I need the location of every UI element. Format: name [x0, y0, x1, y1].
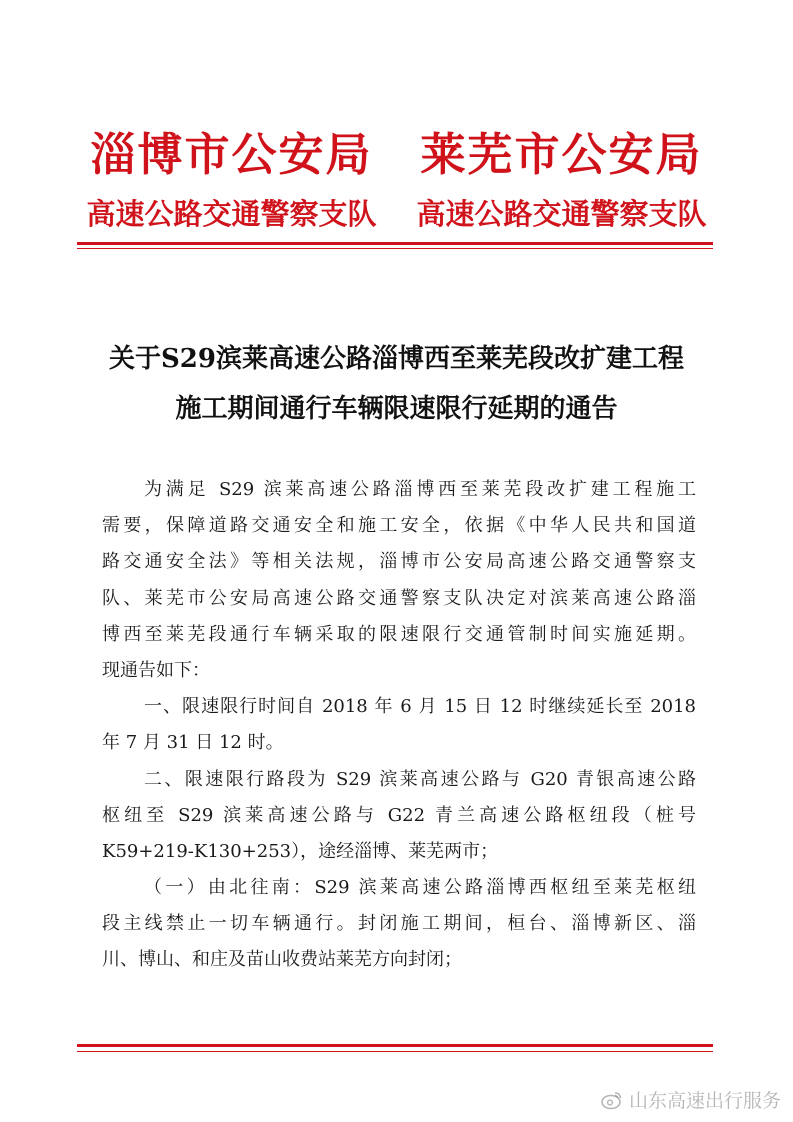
notice-title-line-2: 施工期间通行车辆限速限行延期的通告 — [175, 394, 618, 424]
header-main-row — [0, 118, 793, 183]
header-divider-thin — [77, 248, 713, 249]
weibo-icon — [601, 1090, 623, 1110]
body-line: K59+219-K130+253），途经淄博、莱芜两市； — [102, 840, 499, 862]
body-line: 博西至莱芜段通行车辆采取的限速限行交通管制时间实施延期。 — [102, 623, 696, 645]
body-line: 需要，保障道路交通安全和施工安全，依据《中华人民共和国道 — [102, 515, 696, 537]
header-right-sub: 高速公路交通警察支队 — [416, 197, 707, 231]
body-line: 为满足 S29 滨莱高速公路淄博西至莱芜段改扩建工程施工 — [144, 479, 696, 500]
header-left-main: 淄博市公安局 — [90, 128, 373, 181]
body-line: 枢纽至 S29 滨莱高速公路与 G22 青兰高速公路枢纽段（桩号 — [102, 804, 696, 826]
notice-body — [102, 472, 696, 979]
body-line: 一、限速限行时间自 2018 年 6 月 15 日 12 时继续延长至 2018 — [144, 696, 696, 718]
footer-divider-thick — [77, 1044, 713, 1047]
watermark — [601, 1086, 781, 1113]
footer-divider-thin — [77, 1051, 713, 1052]
header-sub-row — [0, 192, 793, 233]
header-divider-thick — [77, 242, 713, 245]
body-line: 现通告如下： — [102, 659, 210, 681]
body-line: 段主线禁止一切车辆通行。封闭施工期间，桓台、淄博新区、淄 — [102, 913, 696, 935]
notice-title-line-1: 关于S29滨莱高速公路淄博西至莱芜段改扩建工程 — [109, 344, 684, 374]
body-line: 队、莱芜市公安局高速公路交通警察支队决定对滨莱高速公路淄 — [102, 587, 696, 609]
body-line: 二、限速限行路段为 S29 滨莱高速公路与 G20 青银高速公路 — [144, 768, 696, 790]
body-line: 路交通安全法》等相关法规，淄博市公安局高速公路交通警察支 — [102, 551, 696, 573]
watermark-text: 山东高速出行服务 — [628, 1090, 781, 1112]
body-line: 川、博山、和庄及苗山收费站莱芜方向封闭； — [102, 949, 462, 971]
header-right-main: 莱芜市公安局 — [420, 128, 703, 181]
body-line: 年 7 月 31 日 12 时。 — [102, 732, 284, 754]
header-left-sub: 高速公路交通警察支队 — [86, 197, 377, 231]
body-line: （一）由北往南：S29 滨莱高速公路淄博西枢纽至莱芜枢纽 — [144, 877, 696, 899]
